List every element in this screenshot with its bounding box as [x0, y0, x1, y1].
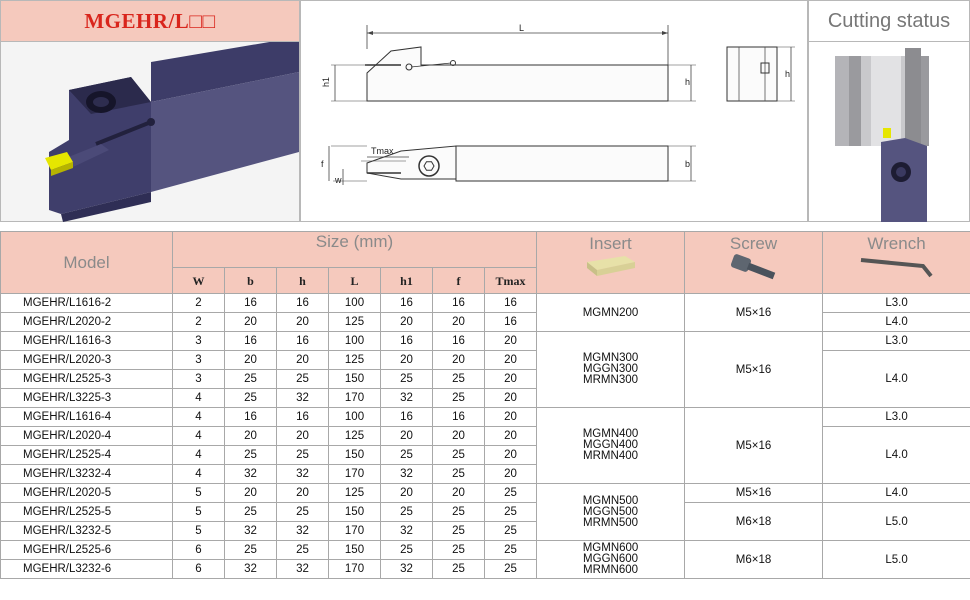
size-col-w: W	[173, 268, 225, 294]
cell-insert-group-2	[537, 408, 685, 484]
cutting-status-panel	[808, 0, 970, 222]
insert-code: MGMN200	[582, 306, 639, 319]
table-row	[1, 332, 970, 351]
cell-tmax: 20	[485, 408, 537, 427]
header-model: Model	[1, 232, 173, 294]
cell-L: 125	[329, 313, 381, 332]
dim-h-label: h	[685, 77, 691, 87]
table-row	[1, 484, 970, 503]
dim-h1-label: h1	[321, 76, 331, 87]
cell-model: MGEHR/L2020-3	[1, 351, 173, 370]
cell-f: 25	[433, 446, 485, 465]
wrench-icon	[857, 254, 937, 278]
cell-h1: 16	[381, 332, 433, 351]
cell-w: 6	[173, 560, 225, 579]
cell-L: 150	[329, 446, 381, 465]
cell-b: 20	[225, 484, 277, 503]
cell-h: 20	[277, 484, 329, 503]
cell-h: 25	[277, 503, 329, 522]
cell-b: 25	[225, 389, 277, 408]
cell-h: 25	[277, 541, 329, 560]
cell-h1: 25	[381, 370, 433, 389]
insert-code: MRMN400	[583, 450, 639, 462]
size-col-b: b	[225, 268, 277, 294]
size-col-tmax: Tmax	[485, 268, 537, 294]
cell-tmax: 20	[485, 370, 537, 389]
cell-L: 100	[329, 332, 381, 351]
dim-w-label: w	[335, 175, 342, 185]
cell-wrench: L5.0	[823, 541, 970, 579]
dim-tmax-label: Tmax	[371, 146, 394, 156]
cell-f: 25	[433, 541, 485, 560]
insert-code: MGMN500	[582, 494, 639, 507]
cell-insert-group-4	[537, 541, 685, 579]
cell-screw-group-2: M5×16	[685, 408, 823, 484]
cell-L: 150	[329, 541, 381, 560]
cell-h1: 20	[381, 427, 433, 446]
cell-w: 5	[173, 484, 225, 503]
cell-f: 16	[433, 408, 485, 427]
cell-f: 25	[433, 503, 485, 522]
cell-w: 4	[173, 465, 225, 484]
cell-h1: 32	[381, 465, 433, 484]
cell-tmax: 25	[485, 503, 537, 522]
header-screw-label: Screw	[729, 234, 778, 253]
cell-wrench: L4.0	[823, 351, 970, 408]
cell-f: 25	[433, 522, 485, 541]
cell-L: 125	[329, 427, 381, 446]
cell-insert-group-3	[537, 484, 685, 541]
cell-b: 16	[225, 332, 277, 351]
cell-w: 5	[173, 503, 225, 522]
cell-h: 32	[277, 560, 329, 579]
cell-model: MGEHR/L1616-4	[1, 408, 173, 427]
cell-tmax: 25	[485, 522, 537, 541]
cell-model: MGEHR/L2525-6	[1, 541, 173, 560]
insert-icon	[585, 254, 637, 278]
cell-f: 20	[433, 484, 485, 503]
cell-w: 2	[173, 313, 225, 332]
cell-b: 25	[225, 370, 277, 389]
cell-L: 150	[329, 503, 381, 522]
size-col-h1: h1	[381, 268, 433, 294]
cell-h: 25	[277, 446, 329, 465]
cell-model: MGEHR/L2525-5	[1, 503, 173, 522]
cell-tmax: 16	[485, 313, 537, 332]
cell-b: 20	[225, 313, 277, 332]
cell-L: 170	[329, 560, 381, 579]
cell-screw-group-0: M5×16	[685, 294, 823, 332]
technical-drawing-panel	[300, 0, 808, 222]
cell-b: 20	[225, 351, 277, 370]
cell-h1: 25	[381, 541, 433, 560]
cell-f: 20	[433, 351, 485, 370]
insert-code: MGMN300	[582, 352, 639, 364]
cell-tmax: 25	[485, 560, 537, 579]
cell-h1: 20	[381, 351, 433, 370]
header-size: Size (mm)	[173, 232, 537, 268]
cell-screw-group-5: M6×18	[685, 541, 823, 579]
cell-wrench: L3.0	[823, 332, 970, 351]
cell-model: MGEHR/L3232-6	[1, 560, 173, 579]
insert-code: MGGN400	[583, 439, 639, 451]
cell-h: 16	[277, 294, 329, 313]
cell-b: 32	[225, 560, 277, 579]
dimension-drawing	[301, 1, 807, 221]
cell-tmax: 20	[485, 332, 537, 351]
cell-model: MGEHR/L2525-4	[1, 446, 173, 465]
cell-L: 100	[329, 294, 381, 313]
tool-holder-illustration	[1, 42, 299, 222]
table-row	[1, 541, 970, 560]
size-col-f: f	[433, 268, 485, 294]
insert-code: MRMN600	[583, 564, 639, 576]
cell-model: MGEHR/L2020-4	[1, 427, 173, 446]
cell-L: 170	[329, 465, 381, 484]
cell-wrench: L4.0	[823, 313, 970, 332]
cell-L: 100	[329, 408, 381, 427]
insert-code: MGMN400	[582, 428, 639, 440]
cell-h: 32	[277, 465, 329, 484]
header-insert	[537, 232, 685, 294]
cell-tmax: 20	[485, 427, 537, 446]
header-insert-label: Insert	[589, 234, 632, 253]
insert-code: MGGN500	[583, 505, 639, 518]
size-col-h: h	[277, 268, 329, 294]
cell-wrench: L3.0	[823, 408, 970, 427]
table-row	[1, 427, 970, 446]
cell-L: 125	[329, 351, 381, 370]
cell-h: 20	[277, 351, 329, 370]
cell-tmax: 16	[485, 294, 537, 313]
cell-wrench: L3.0	[823, 294, 970, 313]
table-row	[1, 408, 970, 427]
cell-b: 32	[225, 465, 277, 484]
cell-insert-group-0	[537, 294, 685, 332]
cell-model: MGEHR/L3225-3	[1, 389, 173, 408]
cell-w: 4	[173, 389, 225, 408]
cell-h1: 16	[381, 294, 433, 313]
dim-b-label: b	[685, 159, 691, 169]
cell-f: 25	[433, 560, 485, 579]
cell-h1: 16	[381, 408, 433, 427]
cell-tmax: 25	[485, 541, 537, 560]
cell-w: 4	[173, 427, 225, 446]
cell-screw-group-3: M5×16	[685, 484, 823, 503]
cell-b: 16	[225, 294, 277, 313]
cell-b: 25	[225, 541, 277, 560]
cell-h: 16	[277, 408, 329, 427]
product-title: MGEHR/L□□	[84, 8, 216, 33]
cutting-status-title: Cutting status	[809, 1, 969, 42]
table-row	[1, 503, 970, 522]
table-row	[1, 313, 970, 332]
header-screw	[685, 232, 823, 294]
cell-model: MGEHR/L1616-2	[1, 294, 173, 313]
cell-h: 20	[277, 313, 329, 332]
cell-screw-group-1: M5×16	[685, 332, 823, 408]
table-row	[1, 294, 970, 313]
header-wrench-label: Wrench	[867, 234, 926, 253]
cell-h1: 25	[381, 503, 433, 522]
cell-h: 16	[277, 332, 329, 351]
cell-tmax: 20	[485, 389, 537, 408]
cell-model: MGEHR/L2525-3	[1, 370, 173, 389]
table-header-row	[1, 232, 970, 268]
header-wrench	[823, 232, 970, 294]
cell-L: 150	[329, 370, 381, 389]
cell-f: 20	[433, 427, 485, 446]
cell-model: MGEHR/L3232-4	[1, 465, 173, 484]
screw-icon	[728, 252, 780, 280]
cell-tmax: 25	[485, 484, 537, 503]
cell-h1: 25	[381, 446, 433, 465]
cell-b: 25	[225, 503, 277, 522]
insert-code: MGGN600	[583, 553, 639, 565]
cell-model: MGEHR/L1616-3	[1, 332, 173, 351]
cell-b: 32	[225, 522, 277, 541]
cell-f: 25	[433, 389, 485, 408]
cell-w: 3	[173, 370, 225, 389]
cell-f: 25	[433, 465, 485, 484]
cell-screw-group-4: M6×18	[685, 503, 823, 541]
dim-h-end-label: h	[785, 69, 791, 79]
cell-L: 170	[329, 389, 381, 408]
cell-model: MGEHR/L3232-5	[1, 522, 173, 541]
cell-h1: 32	[381, 389, 433, 408]
table-row	[1, 351, 970, 370]
cell-w: 4	[173, 408, 225, 427]
cell-w: 5	[173, 522, 225, 541]
cell-tmax: 20	[485, 351, 537, 370]
cell-w: 6	[173, 541, 225, 560]
cell-model: MGEHR/L2020-5	[1, 484, 173, 503]
cell-b: 20	[225, 427, 277, 446]
cell-wrench: L4.0	[823, 427, 970, 484]
cell-f: 16	[433, 294, 485, 313]
cell-f: 25	[433, 370, 485, 389]
cell-h1: 32	[381, 560, 433, 579]
cell-insert-group-1	[537, 332, 685, 408]
cell-b: 25	[225, 446, 277, 465]
insert-code: MGGN300	[583, 363, 639, 375]
cell-f: 20	[433, 313, 485, 332]
cell-h: 32	[277, 389, 329, 408]
dim-f-label: f	[321, 159, 324, 169]
size-col-L: L	[329, 268, 381, 294]
insert-code: MRMN500	[583, 516, 639, 529]
cell-wrench: L5.0	[823, 503, 970, 541]
cell-h: 25	[277, 370, 329, 389]
cell-h1: 20	[381, 484, 433, 503]
cell-tmax: 20	[485, 465, 537, 484]
cell-w: 4	[173, 446, 225, 465]
cell-L: 170	[329, 522, 381, 541]
cell-L: 125	[329, 484, 381, 503]
cell-h: 20	[277, 427, 329, 446]
cell-w: 3	[173, 332, 225, 351]
insert-code: MGMN600	[582, 542, 639, 554]
cell-h: 32	[277, 522, 329, 541]
product-title-bar	[1, 1, 299, 42]
cell-tmax: 20	[485, 446, 537, 465]
product-image-panel	[0, 0, 300, 222]
cell-model: MGEHR/L2020-2	[1, 313, 173, 332]
cell-wrench: L4.0	[823, 484, 970, 503]
cell-f: 16	[433, 332, 485, 351]
insert-code: MRMN300	[583, 374, 639, 386]
cell-w: 3	[173, 351, 225, 370]
cell-h1: 20	[381, 313, 433, 332]
cell-w: 2	[173, 294, 225, 313]
cell-h1: 32	[381, 522, 433, 541]
cutting-status-illustration	[809, 42, 969, 222]
dim-L-label: L	[519, 23, 525, 33]
cell-b: 16	[225, 408, 277, 427]
specifications-table	[0, 231, 970, 579]
